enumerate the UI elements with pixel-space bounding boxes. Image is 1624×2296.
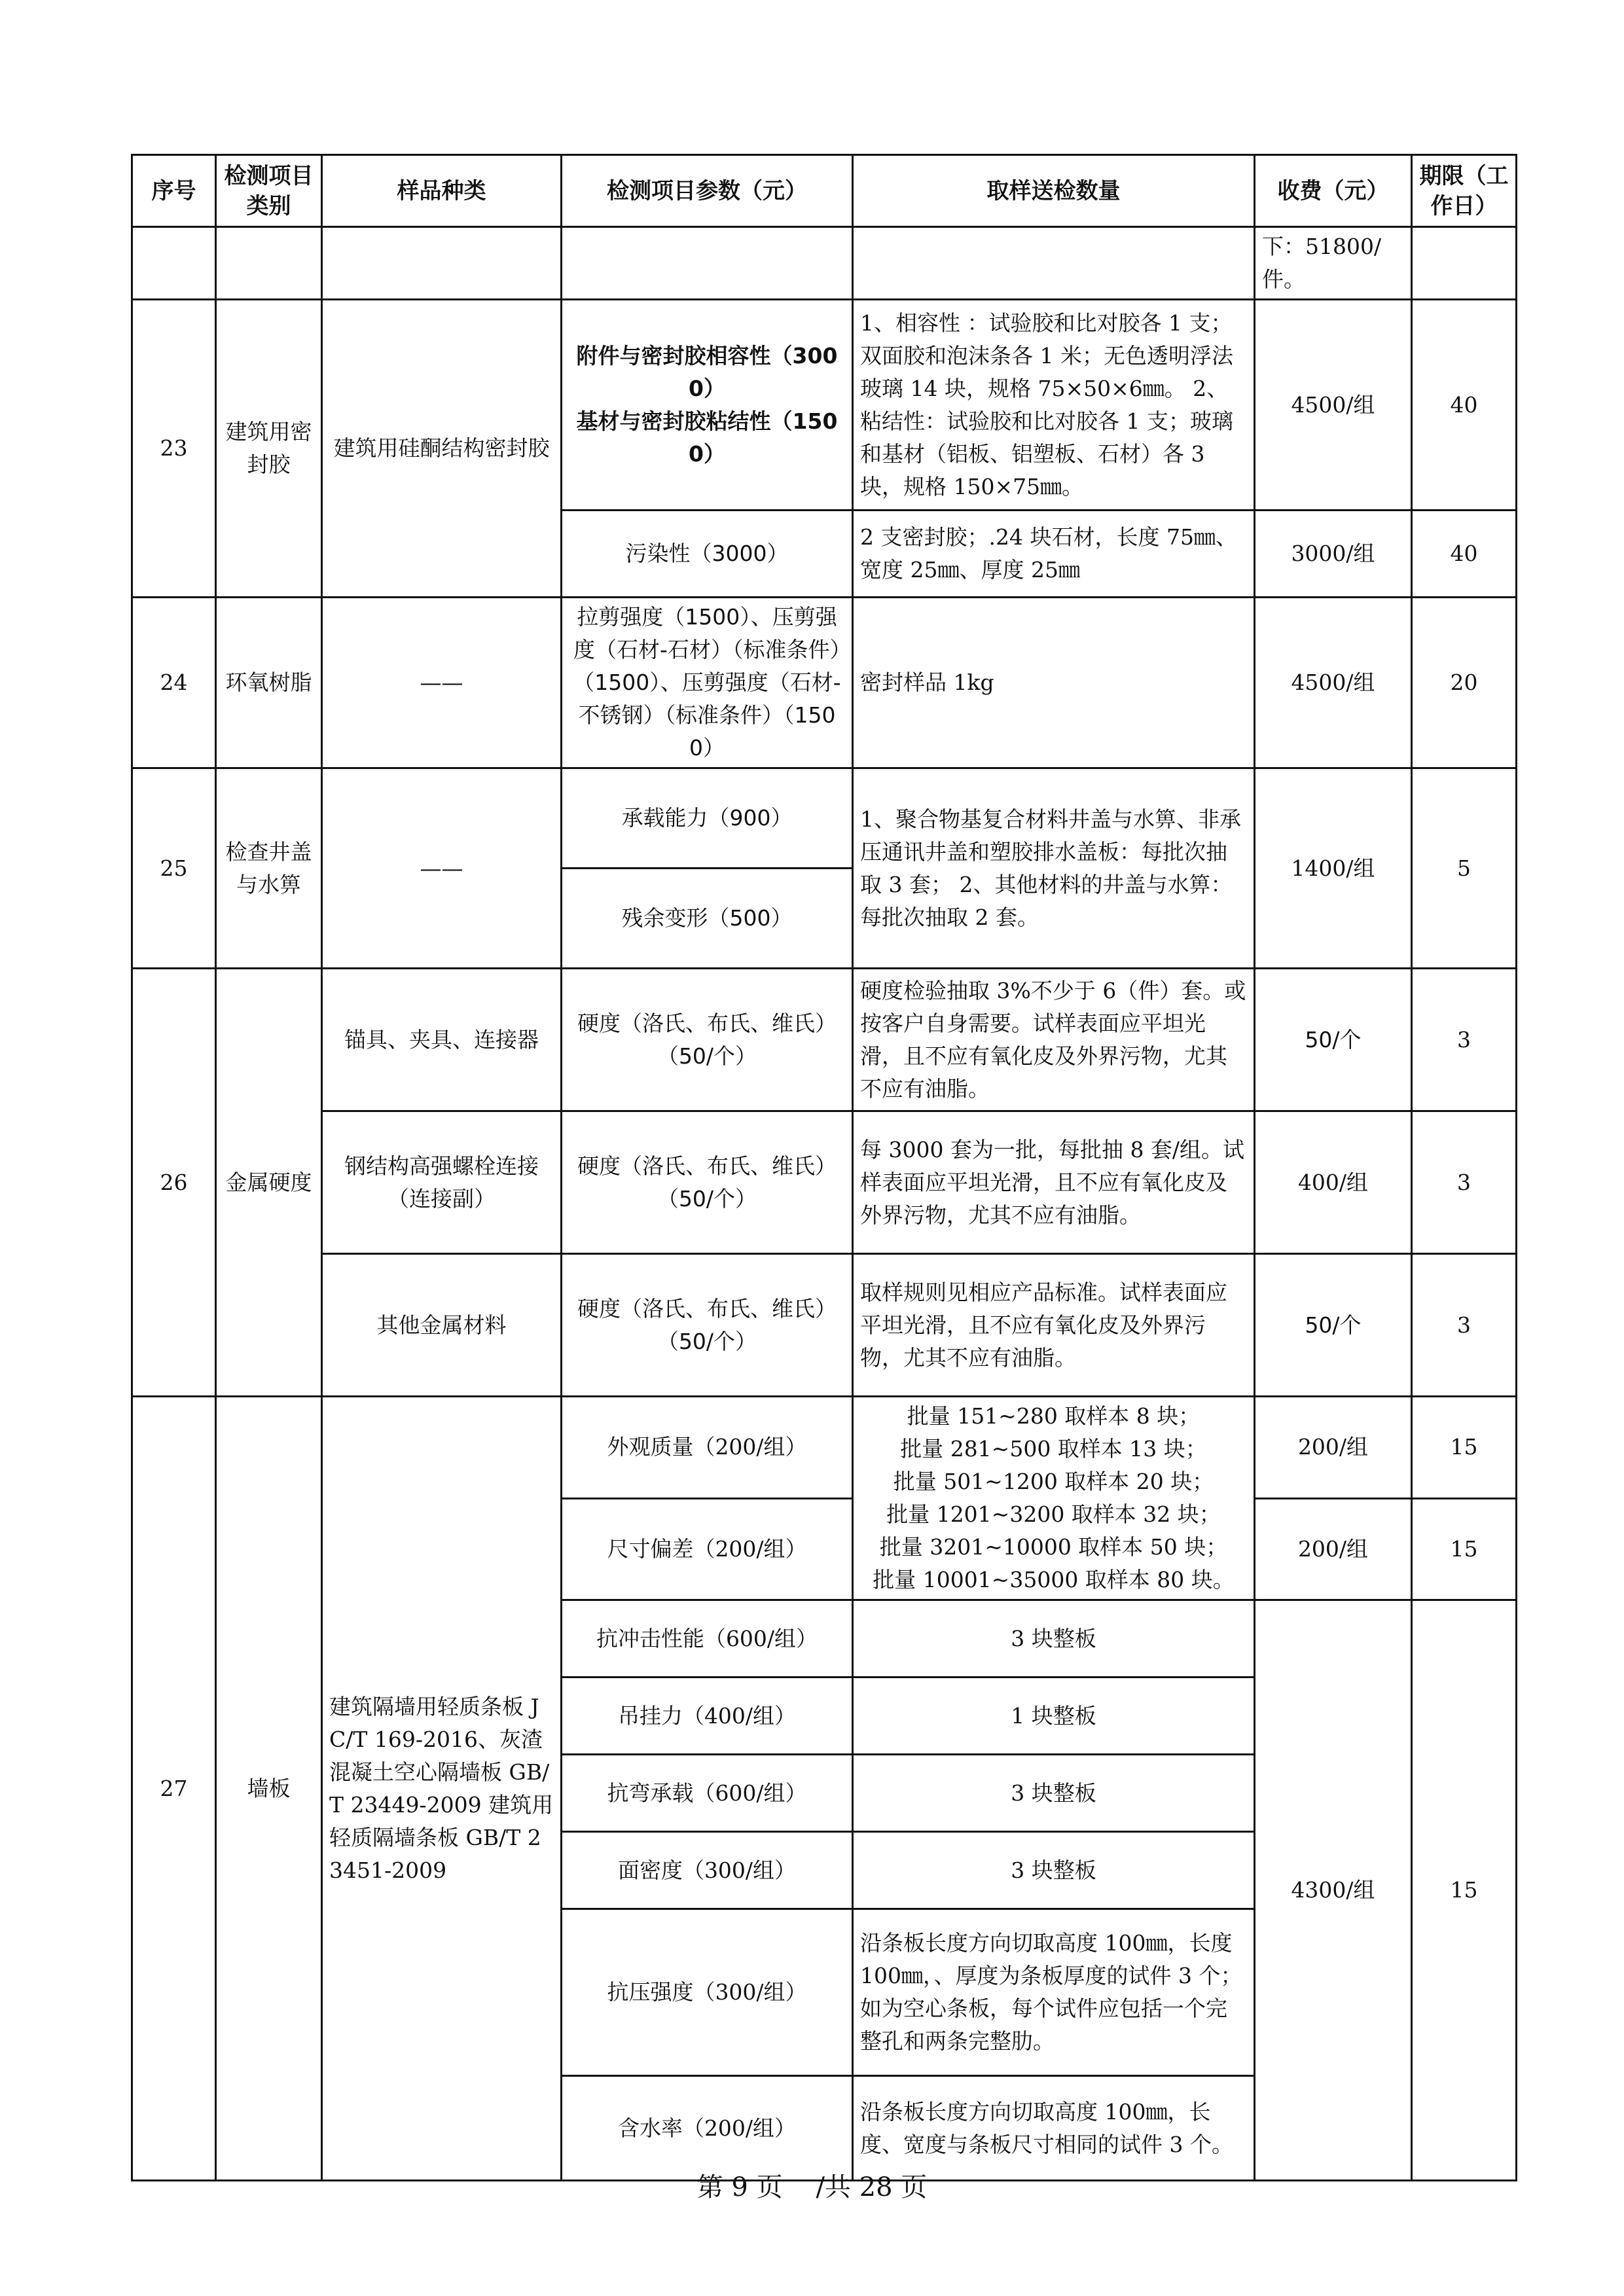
row-23-fee-1: 4500/组 (1255, 300, 1412, 511)
row-27-seq: 27 (132, 1397, 216, 2181)
row-26-period-1: 3 (1412, 969, 1517, 1111)
row-27-params-7: 抗压强度（300/组） (562, 1909, 853, 2076)
page-footer (0, 2166, 1624, 2204)
row-26-c (132, 1254, 1517, 1397)
row-27-period-1: 15 (1412, 1397, 1517, 1499)
row-27-sample: 建筑隔墙用轻质条板 JC/T 169-2016、灰渣混凝土空心隔墙板 GB/T 23449-2009 建筑用轻质隔墙条板 GB/T 23451-2009 (322, 1397, 562, 2181)
header-fee: 收费（元） (1255, 155, 1412, 227)
row-24-seq: 24 (132, 598, 216, 768)
row-27-quantity-5: 3 块整板 (853, 1755, 1255, 1832)
row-26-seq: 26 (132, 969, 216, 1397)
row-24-sample: —— (322, 598, 562, 768)
row-24-period: 20 (1412, 598, 1517, 768)
row-27-category: 墙板 (216, 1397, 322, 2181)
row-27-fee-3: 4300/组 (1255, 1600, 1412, 2181)
row-26-fee-3: 50/个 (1255, 1254, 1412, 1397)
row-27-params-8: 含水率（200/组） (562, 2076, 853, 2181)
row-27-quantity-4: 1 块整板 (853, 1677, 1255, 1755)
row-27-quantity-6: 3 块整板 (853, 1832, 1255, 1909)
row-27-params-1: 外观质量（200/组） (562, 1397, 853, 1499)
fee-table (131, 154, 1517, 2181)
row-23-period-1: 40 (1412, 300, 1517, 511)
row-23-category: 建筑用密封胶 (216, 300, 322, 598)
row-25-fee: 1400/组 (1255, 768, 1412, 969)
row-27-params-2: 尺寸偏差（200/组） (562, 1498, 853, 1600)
carryover-fee: 下：51800/件。 (1255, 227, 1412, 300)
row-25-category: 检查井盖与水箅 (216, 768, 322, 969)
header-row (132, 155, 1517, 227)
row-27-params-5: 抗弯承载（600/组） (562, 1755, 853, 1832)
header-sample: 样品种类 (322, 155, 562, 227)
row-24-category: 环氧树脂 (216, 598, 322, 768)
header-category: 检测项目类别 (216, 155, 322, 227)
row-23-quantity-2: 2 支密封胶；.24 块石材，长度 75㎜、宽度 25㎜、厚度 25㎜ (853, 511, 1255, 598)
row-27-fee-2: 200/组 (1255, 1498, 1412, 1600)
batch-rule: 批量 10001~35000 取样本 80 块。 (873, 1567, 1235, 1592)
row-27-fee-1: 200/组 (1255, 1397, 1412, 1499)
row-27-period-2: 15 (1412, 1498, 1517, 1600)
batch-rule: 批量 281~500 取样本 13 块； (900, 1436, 1207, 1462)
row-23-seq: 23 (132, 300, 216, 598)
header-period: 期限（工作日） (1412, 155, 1517, 227)
row-26-b (132, 1111, 1517, 1254)
row-23-params-2: 污染性（3000） (562, 511, 853, 598)
row-27-params-4: 吊挂力（400/组） (562, 1677, 853, 1755)
row-27-batch-rules (853, 1397, 1255, 1600)
row-26-quantity-2: 每 3000 套为一批，每批抽 8 套/组。试样表面应平坦光滑，且不应有氧化皮及外界污物，尤其不应有油脂。 (853, 1111, 1255, 1254)
row-23-period-2: 40 (1412, 511, 1517, 598)
row-23-fee-2: 3000/组 (1255, 511, 1412, 598)
row-25-seq: 25 (132, 768, 216, 969)
row-27-quantity-7: 沿条板长度方向切取高度 100㎜，长度 100㎜，、厚度为条板厚度的试件 3 个；如为空心条板，每个试件应包括一个完整孔和两条完整肋。 (853, 1909, 1255, 2076)
header-quantity: 取样送检数量 (853, 155, 1255, 227)
row-25-period: 5 (1412, 768, 1517, 969)
row-27-quantity-8: 沿条板长度方向切取高度 100㎜，长度、宽度与条板尺寸相同的试件 3 个。 (853, 2076, 1255, 2181)
row-25-quantity: 1、聚合物基复合材料井盖与水箅、非承压通讯井盖和塑胶排水盖板：每批次抽取 3 套； 2、其他材料的井盖与水箅：每批次抽取 2 套。 (853, 768, 1255, 969)
carryover-row (132, 227, 1517, 300)
row-25-sample: —— (322, 768, 562, 969)
row-24-params: 拉剪强度（1500）、压剪强度（石材-石材）（标准条件）（1500）、压剪强度（石材-不锈钢）（标准条件）（1500） (562, 598, 853, 768)
row-26-sample-1: 锚具、夹具、连接器 (322, 969, 562, 1111)
row-26-params-3: 硬度（洛氏、布氏、维氏）（50/个） (562, 1254, 853, 1397)
row-26-quantity-1: 硬度检验抽取 3%不少于 6（件）套。或按客户自身需要。试样表面应平坦光滑，且不应有氧化皮及外界污物，尤其不应有油脂。 (853, 969, 1255, 1111)
header-seq: 序号 (132, 155, 216, 227)
row-23-a (132, 300, 1517, 511)
row-26-period-2: 3 (1412, 1111, 1517, 1254)
batch-rule: 批量 3201~10000 取样本 50 块； (879, 1534, 1228, 1560)
page-total: /共 28 页 (816, 2172, 928, 2202)
row-27-quantity-3: 3 块整板 (853, 1600, 1255, 1677)
row-25-a (132, 768, 1517, 869)
row-23-sample: 建筑用硅酮结构密封胶 (322, 300, 562, 598)
page-number: 第 9 页 (696, 2172, 783, 2202)
row-26-category: 金属硬度 (216, 969, 322, 1397)
row-26-params-2: 硬度（洛氏、布氏、维氏）（50/个） (562, 1111, 853, 1254)
row-27-period-3: 15 (1412, 1600, 1517, 2181)
row-23-params-1 (562, 300, 853, 511)
header-params: 检测项目参数（元） (562, 155, 853, 227)
batch-rule: 批量 1201~3200 取样本 32 块； (886, 1501, 1221, 1527)
row-25-params-2: 残余变形（500） (562, 869, 853, 969)
row-26-period-3: 3 (1412, 1254, 1517, 1397)
row-25-params-1: 承载能力（900） (562, 768, 853, 869)
row-26-a (132, 969, 1517, 1111)
row-26-sample-3: 其他金属材料 (322, 1254, 562, 1397)
row-26-params-1: 硬度（洛氏、布氏、维氏）（50/个） (562, 969, 853, 1111)
row-27-params-6: 面密度（300/组） (562, 1832, 853, 1909)
row-26-fee-2: 400/组 (1255, 1111, 1412, 1254)
row-24-fee: 4500/组 (1255, 598, 1412, 768)
row-26-sample-2: 钢结构高强螺栓连接（连接副） (322, 1111, 562, 1254)
row-26-quantity-3: 取样规则见相应产品标准。试样表面应平坦光滑，且不应有氧化皮及外界污物，尤其不应有油脂。 (853, 1254, 1255, 1397)
row-23-quantity-1: 1、相容性 ：试验胶和比对胶各 1 支；双面胶和泡沫条各 1 米；无色透明浮法玻璃 14 块，规格 75×50×6㎜。 2、粘结性：试验胶和比对胶各 1 支；玻璃和基材（铝板、铝塑板、石材）各 3 块，规格 150×75㎜。 (853, 300, 1255, 511)
param-adhesion: 基材与密封胶粘结性（1500） (576, 408, 838, 467)
row-26-fee-1: 50/个 (1255, 969, 1412, 1111)
batch-rule: 批量 151~280 取样本 8 块； (907, 1403, 1200, 1429)
row-24 (132, 598, 1517, 768)
batch-rule: 批量 501~1200 取样本 20 块； (893, 1469, 1214, 1494)
row-24-quantity: 密封样品 1kg (853, 598, 1255, 768)
row-27-params-3: 抗冲击性能（600/组） (562, 1600, 853, 1677)
param-compatibility: 附件与密封胶相容性（3000） (576, 342, 838, 401)
row-27-a (132, 1397, 1517, 1499)
